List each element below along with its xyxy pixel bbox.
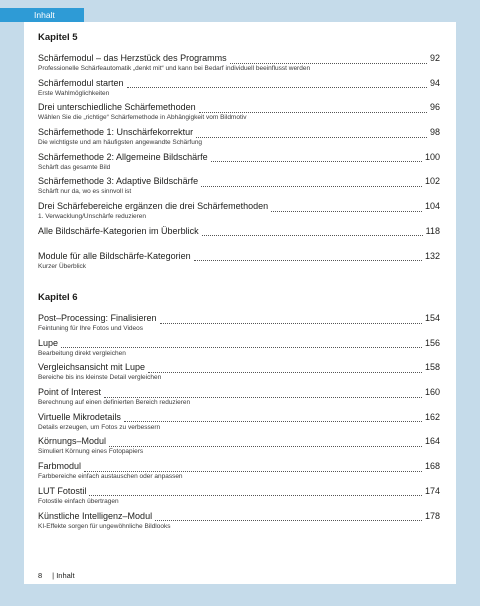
toc-entry-subtitle: 1. Verwacklung/Unschärfe reduzieren (38, 213, 147, 221)
toc-entry-title: Schärfemethode 3: Adaptive Bildschärfe (38, 176, 199, 187)
toc-entry[interactable] (38, 200, 440, 225)
toc-entry[interactable] (38, 126, 440, 151)
toc-entry-page: 118 (425, 225, 440, 236)
toc-entry[interactable] (38, 175, 440, 200)
toc-entry-page: 104 (424, 201, 440, 212)
toc-entry-line (38, 175, 440, 187)
toc-entry-title: Alle Bildschärfe-Kategorien im Überblick (38, 225, 199, 236)
toc-entry-title: Vergleichsansicht mit Lupe (38, 362, 146, 373)
header-tab: Inhalt (0, 8, 84, 22)
toc-entry-subtitle: Die wichtigste und am häufigsten angewandte Schärfung (38, 139, 203, 147)
toc-entry-line (38, 151, 440, 163)
chapter-6 (38, 292, 440, 534)
toc-entry[interactable] (38, 101, 440, 126)
toc-entry[interactable] (38, 225, 440, 250)
toc-entry-subtitle: Professionelle Schärfeautomatik „denkt mit“ und kann bei Bedarf individuell beeinflusst werden (38, 65, 311, 72)
toc-entry-subtitle: Simuliert Körnung eines Fotopapiers (38, 448, 144, 456)
toc-entry-page: 174 (424, 485, 440, 496)
chapter-title: Kapitel 5 (38, 32, 78, 43)
toc-entry-page: 92 (429, 53, 440, 63)
toc-entry[interactable] (38, 77, 440, 102)
dot-leader (124, 413, 422, 422)
dot-leader (211, 153, 422, 162)
toc-entry-page: 100 (424, 151, 440, 162)
toc-entry-subtitle: Wählen Sie die „richtige“ Schärfemethode in Abhängigkeit vom Bildmotiv (38, 114, 247, 122)
toc-entry[interactable] (38, 312, 440, 337)
toc-entry-title: Point of Interest (38, 387, 102, 398)
toc-entry-page: 156 (424, 337, 440, 348)
entry-list (38, 52, 440, 274)
toc-entry-title: Drei unterschiedliche Schärfemethoden (38, 102, 196, 113)
toc-entry-line (38, 337, 440, 349)
toc-entry-page: 94 (429, 77, 440, 88)
toc-entry-line (38, 225, 440, 237)
dot-leader (199, 104, 427, 113)
dot-leader (160, 315, 422, 324)
toc-entry-page: 160 (424, 387, 440, 398)
dot-leader (194, 252, 422, 261)
toc-entry-subtitle: Erste Wahlmöglichkeiten (38, 89, 110, 97)
footer-section: | Inhalt (52, 571, 75, 580)
dot-leader (61, 339, 422, 348)
toc-entry-page: 162 (424, 411, 440, 422)
dot-leader (155, 512, 422, 521)
dot-leader (127, 79, 427, 88)
toc-entry-line (38, 77, 440, 89)
toc-entry-title: Schärfemethode 1: Unschärfekorrektur (38, 127, 194, 138)
dot-leader (148, 364, 422, 373)
toc-entry-subtitle: Feintuning für Ihre Fotos und Videos (38, 325, 144, 332)
toc-entry-page: 102 (424, 176, 440, 187)
toc-entry-subtitle: Fotostile einfach übertragen (38, 497, 119, 505)
toc-entry-subtitle: Schärft das gesamte Bild (38, 163, 111, 171)
entry-list (38, 312, 440, 534)
toc-entry-page: 164 (424, 436, 440, 447)
toc-entry-page: 178 (424, 510, 440, 521)
dot-leader (230, 55, 427, 64)
toc-entry-line (38, 510, 440, 522)
toc-entry-page: 158 (424, 362, 440, 373)
toc-entry-title: Virtuelle Mikrodetails (38, 411, 121, 422)
toc-entry-line (38, 485, 440, 497)
toc-entry-page: 154 (424, 313, 440, 323)
chapter-title: Kapitel 6 (38, 292, 78, 303)
toc-entry-title: LUT Fotostil (38, 485, 87, 496)
toc-entry[interactable] (38, 435, 440, 460)
toc-entry-line (38, 101, 440, 113)
toc-entry[interactable] (38, 151, 440, 176)
toc-entry-title: Künstliche Intelligenz–Modul (38, 510, 153, 521)
toc-entry-subtitle: Berechnung auf einen definierten Bereich reduzieren (38, 399, 191, 407)
toc-entry-subtitle: Bearbeitung direkt vergleichen (38, 349, 126, 357)
toc-entry-subtitle: Bereiche bis ins kleinste Detail vergleichen (38, 374, 162, 382)
toc-entry-subtitle: Kurzer Überblick (38, 262, 87, 270)
toc-page (24, 22, 456, 584)
toc-entry-line (38, 200, 440, 212)
toc-entry-line (38, 411, 440, 423)
toc-entry-page: 98 (429, 127, 440, 138)
toc-entry-title: Farbmodul (38, 461, 82, 472)
toc-entry-page: 96 (429, 102, 440, 113)
dot-leader (89, 487, 422, 496)
page-footer (38, 571, 75, 581)
toc-entry-title: Module für alle Bildschärfe-Kategorien (38, 250, 191, 261)
toc-entry-line (38, 386, 440, 398)
toc-entry-title: Drei Schärfebereiche ergänzen die drei Schärfemethoden (38, 201, 269, 212)
toc-entry-page: 168 (424, 461, 440, 472)
toc-entry-title: Schärfemethode 2: Allgemeine Bildschärfe (38, 151, 208, 162)
chapter-5 (38, 32, 440, 274)
toc-entry[interactable] (38, 361, 440, 386)
dot-leader (271, 203, 422, 212)
footer-page-number: 8 (38, 571, 43, 580)
dot-leader (104, 389, 422, 398)
toc-entry[interactable] (38, 485, 440, 510)
toc-entry-title: Lupe (38, 337, 59, 348)
dot-leader (84, 463, 422, 472)
toc-entry-line (38, 460, 440, 472)
toc-entry[interactable] (38, 510, 440, 535)
toc-entry-subtitle: Details erzeugen, um Fotos zu verbessern (38, 423, 161, 431)
toc-entry-line (38, 250, 440, 262)
bottom-band (0, 584, 480, 606)
toc-entry-line (38, 52, 440, 64)
toc-entry-title: Post–Processing: Finalisieren (38, 313, 157, 323)
dot-leader (196, 129, 427, 138)
toc-entry[interactable] (38, 52, 440, 77)
toc-entry-line (38, 312, 440, 324)
toc-entry-title: Schärfemodul starten (38, 77, 124, 88)
toc-entry-line (38, 361, 440, 373)
dot-leader (202, 227, 423, 236)
toc-entry-subtitle: Farbbereiche einfach austauschen oder anpassen (38, 473, 183, 481)
toc-entry-subtitle: Schärft nur da, wo es sinnvoll ist (38, 188, 132, 196)
dot-leader (201, 178, 422, 187)
toc-entry[interactable] (38, 386, 440, 411)
toc-entry[interactable] (38, 411, 440, 436)
toc-entry-subtitle: KI-Effekte sorgen für ungewöhnliche Bildlooks (38, 522, 171, 530)
toc-entry[interactable] (38, 460, 440, 485)
toc-entry-line (38, 435, 440, 447)
toc-entry-page: 132 (424, 250, 440, 261)
toc-entry-line (38, 126, 440, 138)
toc-entry[interactable] (38, 337, 440, 362)
toc-entry-title: Schärfemodul – das Herzstück des Programms (38, 53, 227, 63)
dot-leader (109, 438, 422, 447)
toc-entry[interactable] (38, 250, 440, 275)
toc-entry-title: Körnungs–Modul (38, 436, 107, 447)
